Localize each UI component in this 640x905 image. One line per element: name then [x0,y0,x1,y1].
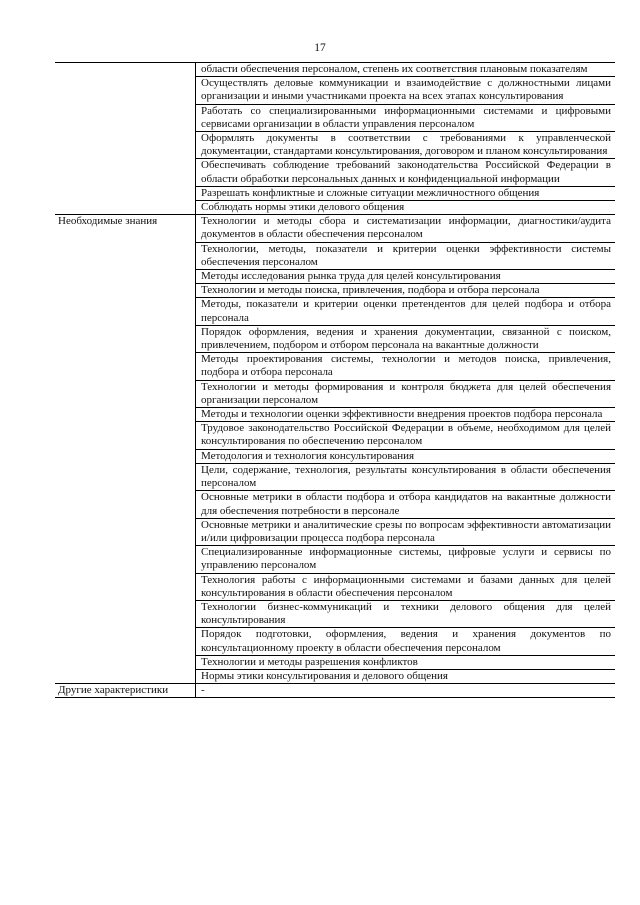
table-section-other [55,684,615,697]
table-cell: Основные метрики и аналитические срезы по вопросам эффективности автоматизации и/или цифровизации процесса подбора персонала [196,519,615,546]
table-cell: Технология работы с информационными системами и базами данных для целей консультирования в области обеспечения персоналом [196,574,615,601]
table-cell: Технологии, методы, показатели и критерии оценки эффективности системы обеспечения персоналом [196,243,615,270]
table-section-skills [55,63,615,215]
section-items [196,215,615,683]
table-cell: Технологии и методы разрешения конфликтов [196,656,615,670]
section-label: Необходимые знания [55,215,196,683]
table-cell: Порядок оформления, ведения и хранения документации, связанной с поиском, привлечением, подбором и отбором персонала на вакантные должности [196,326,615,353]
table-cell: Методы, показатели и критерии оценки претендентов для целей подбора и отбора персонала [196,298,615,325]
table-cell: Оформлять документы в соответствии с требованиями к управленческой документации, стандартами консультирования, договором и планом консультирования [196,132,615,159]
section-items [196,63,615,214]
table-cell: Порядок подготовки, оформления, ведения и хранения документов по консультационному проекту в области обеспечения персоналом [196,628,615,655]
table-cell: области обеспечения персоналом, степень их соответствия плановым показателям [196,63,615,77]
table-cell: Обеспечивать соблюдение требований законодательства Российской Федерации в области обработки персональных данных и конфиденциальной информации [196,159,615,186]
table-cell: Методы исследования рынка труда для целей консультирования [196,270,615,284]
table-cell: Технологии бизнес-коммуникаций и техники делового общения для целей консультирования [196,601,615,628]
table-cell: Технологии и методы формирования и контроля бюджета для целей обеспечения организации персоналом [196,381,615,408]
table-cell: Методы и технологии оценки эффективности внедрения проектов подбора персонала [196,408,615,422]
page-number: 17 [314,42,326,54]
table-cell: Нормы этики консультирования и делового общения [201,669,448,682]
table-cell: Методы проектирования системы, технологии и методов поиска, привлечения, подбора и отбора персонала [196,353,615,380]
table-cell: Технологии и методы поиска, привлечения, подбора и отбора персонала [196,284,615,298]
section-items [196,684,615,697]
table-cell: Методология и технология консультирования [196,450,615,464]
section-label: Другие характеристики [55,684,196,697]
section-label [55,63,196,214]
table-cell: Специализированные информационные системы, цифровые услуги и сервисы по управлению персоналом [196,546,615,573]
table-section-knowledge [55,215,615,684]
table-cell: Технологии и методы сбора и систематизации информации, диагностики/аудита документов в области обеспечения персоналом [196,215,615,242]
table-cell: Осуществлять деловые коммуникации и взаимодействие с должностными лицами организации и иными участниками проекта на всех этапах консультирования [196,77,615,104]
table-cell: Трудовое законодательство Российской Федерации в объеме, необходимом для целей консультирования по обеспечению персоналом [196,422,615,449]
table-cell: Разрешать конфликтные и сложные ситуации межличностного общения [196,187,615,201]
table-cell: Основные метрики в области подбора и отбора кандидатов на вакантные должности для обеспечения потребности в персонале [196,491,615,518]
table-cell: - [201,684,205,697]
table-cell: Соблюдать нормы этики делового общения [201,201,405,214]
table-cell: Цели, содержание, технология, результаты консультирования в области обеспечения персоналом [196,464,615,491]
table-cell: Работать со специализированными информационными системами и цифровыми сервисами организации в области управления персоналом [196,105,615,132]
requirements-table [55,62,615,698]
